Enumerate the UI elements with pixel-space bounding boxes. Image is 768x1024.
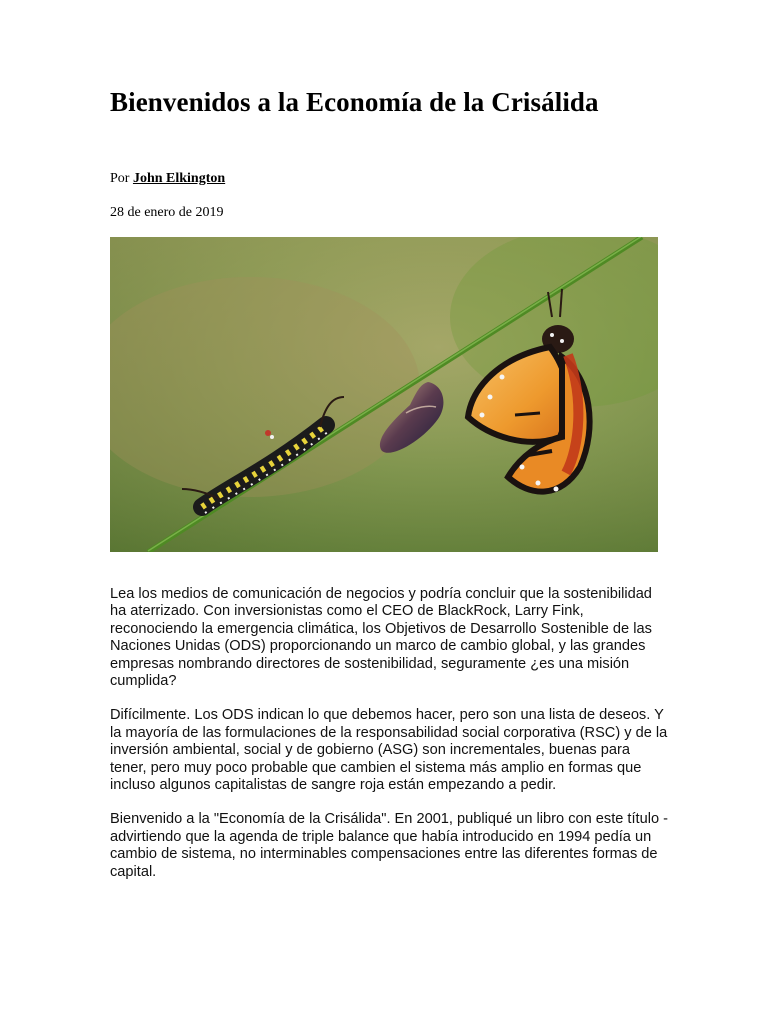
paragraph-2: Difícilmente. Los ODS indican lo que debemos hacer, pero son una lista de deseos. Y la mayoría de las formulaciones de la responsabilidad social corporativa (RSC) y de la inversión ambiental, social y de gobierno (ASG) son incrementales, buenas para tener, pero muy poco probable que cambien el sistema más amplio en formas que incluso algunos capitalistas de sangre roja están empezando a pedir. xyxy=(110,707,668,794)
hero-image xyxy=(110,237,658,552)
author-link[interactable]: John Elkington xyxy=(132,171,226,186)
byline-prefix: Por xyxy=(110,171,130,186)
article-body xyxy=(110,586,670,898)
publish-date: 28 de enero de 2019 xyxy=(110,205,224,220)
butterfly-lifecycle-illustration xyxy=(110,237,658,552)
byline xyxy=(110,170,225,188)
paragraph-1: Lea los medios de comunicación de negocios y podría concluir que la sostenibilidad ha aterrizado. Con inversionistas como el CEO de BlackRock, Larry Fink, reconociendo la emergencia climática, los Objetivos de Desarrollo Sostenible de las Naciones Unidas (ODS) proporcionando un marco de cambio global, y las grandes empresas nombrando directores de sostenibilidad, seguramente ¿es una misión cumplida? xyxy=(110,586,652,690)
paragraph-3: Bienvenido a la "Economía de la Crisálida". En 2001, publiqué un libro con este título - advirtiendo que la agenda de triple balance que había introducido en 1994 pedía un cambio de sistema, no interminables compensaciones entre las diferentes formas de capital. xyxy=(110,811,668,880)
article-title: Bienvenidos a la Economía de la Crisálida xyxy=(110,87,599,117)
